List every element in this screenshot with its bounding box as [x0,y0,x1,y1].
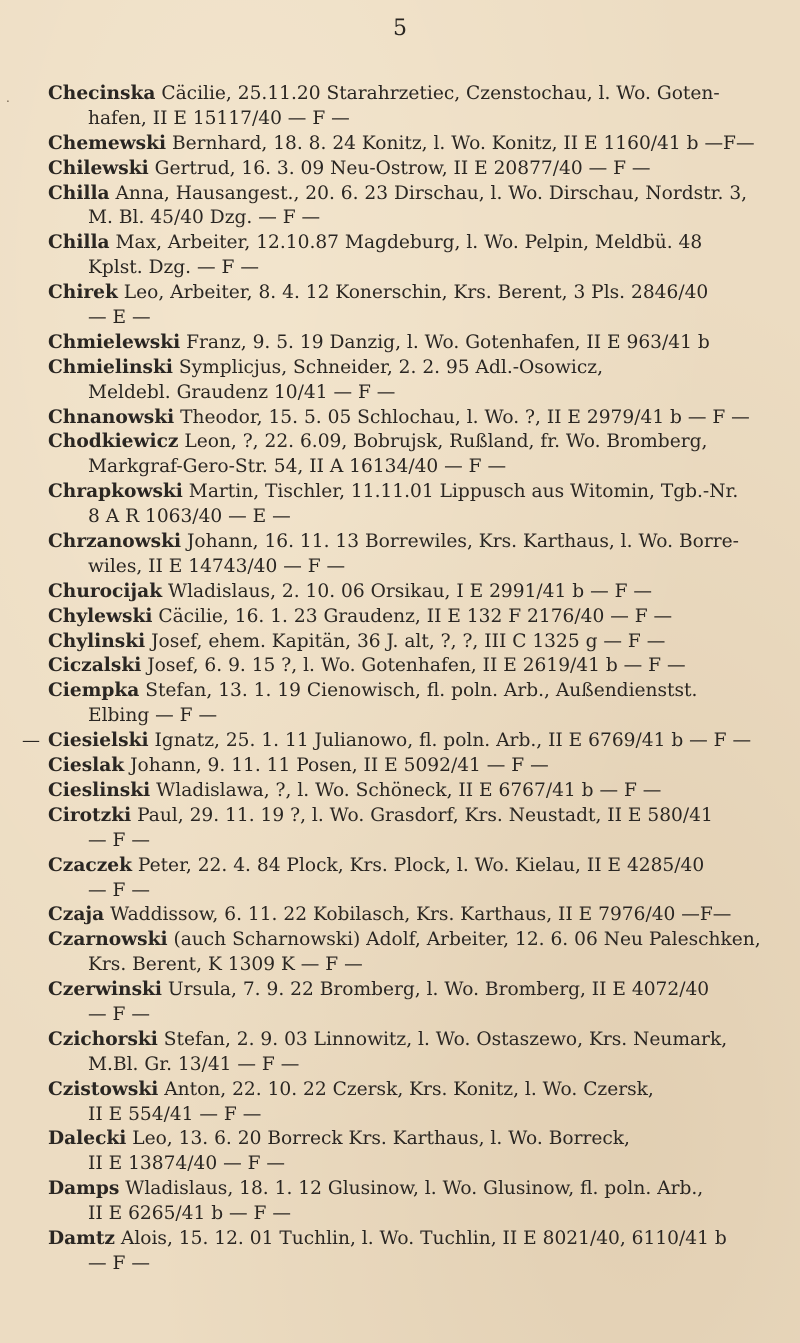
entry-text: Ignatz, 25. 1. 11 Julianowo, fl. poln. Arb., II E 6769/41 b — F — [148,730,752,752]
entry-first-line [48,779,788,804]
entry-text: wiles, II E 14743/40 — F — [88,555,346,577]
register-entry [48,978,788,1028]
entry-text: Theodor, 15. 5. 05 Schlochau, l. Wo. ?, II E 2979/41 b — F — [174,406,750,428]
entry-first-line [48,1177,788,1202]
entry-text: — F — [88,1252,150,1274]
entry-continuation-line [48,455,788,480]
register-entry [48,356,788,406]
surname: Damps [48,1178,120,1200]
entry-text: — F — [88,829,150,851]
register-entry [48,580,788,605]
register-entry [48,903,788,928]
register-entry [48,480,788,530]
surname: Cieslak [48,755,125,777]
entry-text: (auch Scharnowski) Adolf, Arbeiter, 12. 6. 06 Neu Paleschken, [167,929,761,951]
register-entry [48,231,788,281]
surname: Chirek [48,282,118,304]
entry-first-line [48,182,788,207]
entry-continuation-line [48,879,788,904]
entry-text: Cäcilie, 25.11.20 Starahrzetiec, Czenstochau, l. Wo. Goten- [155,83,720,104]
entry-text: II E 6265/41 b — F — [88,1203,291,1225]
entry-first-line [48,630,788,655]
entry-text: Krs. Berent, K 1309 K — F — [88,954,363,976]
entry-first-line [48,157,788,182]
entry-text: M. Bl. 45/40 Dzg. — F — [88,207,321,229]
entry-text: Ursula, 7. 9. 22 Bromberg, l. Wo. Bromberg, II E 4072/40 [162,979,710,1001]
register-entry [48,679,788,729]
surname: Cieslinski [48,779,151,801]
entry-continuation-line [48,704,788,729]
register-entry [48,430,788,480]
entry-text: Josef, 6. 9. 15 ?, l. Wo. Gotenhafen, II E 2619/41 b — F — [141,655,686,677]
entry-text: Stefan, 13. 1. 19 Cienowisch, fl. poln. Arb., Außendienstst. [139,680,698,702]
register-entry [48,1127,788,1177]
entry-continuation-line [48,953,788,978]
entry-text: Johann, 9. 11. 11 Posen, II E 5092/41 — F — [124,755,549,777]
register-entry [48,779,788,804]
entry-text: Paul, 29. 11. 19 ?, l. Wo. Grasdorf, Krs. Neustadt, II E 580/41 [131,804,713,826]
entry-text: Gertrud, 16. 3. 09 Neu-Ostrow, II E 20877/40 — F — [148,157,651,179]
register-entry [48,1028,788,1078]
entry-text: Leo, Arbeiter, 8. 4. 12 Konerschin, Krs. Berent, 3 Pls. 2846/40 [117,282,709,304]
surname: Czichorski [48,1028,158,1050]
entry-text: Franz, 9. 5. 19 Danzig, l. Wo. Gotenhafen, II E 963/41 b [180,331,710,353]
entry-text: Anton, 22. 10. 22 Czersk, Krs. Konitz, l. Wo. Czersk, [158,1078,654,1100]
entry-first-line [48,281,788,306]
register-entry [48,630,788,655]
entry-first-line [48,978,788,1003]
entry-continuation-line [48,555,788,580]
entry-text: Symplicjus, Schneider, 2. 2. 95 Adl.-Osowicz, [172,356,603,378]
entry-text: Cäcilie, 16. 1. 23 Graudenz, II E 132 F 2176/40 — F — [152,605,673,627]
surname: Chilla [48,182,110,204]
entry-continuation-line [48,381,788,406]
entry-first-line [48,605,788,630]
entry-text: — F — [88,1003,150,1025]
entry-text: Peter, 22. 4. 84 Plock, Krs. Plock, l. Wo. Kielau, II E 4285/40 [132,854,705,876]
entry-text: M.Bl. Gr. 13/41 — F — [88,1053,300,1075]
entry-text: Stefan, 2. 9. 03 Linnowitz, l. Wo. Ostaszewo, Krs. Neumark, [157,1028,728,1050]
surname: Ciczalski [48,655,142,677]
entry-continuation-line [48,1152,788,1177]
surname: Chilla [48,232,110,254]
entry-continuation-line [48,1252,788,1277]
margin-mark: . [6,91,10,105]
surname: Chemewski [48,132,167,154]
entry-first-line [48,1127,788,1152]
entry-text: Anna, Hausangest., 20. 6. 23 Dirschau, l. Wo. Dirschau, Nordstr. 3, [109,182,748,204]
entry-text: Wladislaus, 18. 1. 12 Glusinow, l. Wo. Glusinow, fl. poln. Arb., [119,1178,704,1200]
surname: Czaczek [48,854,132,876]
entry-continuation-line [48,1053,788,1078]
entry-first-line [48,1028,788,1053]
page-number: 5 [393,16,407,41]
register-entry [48,928,788,978]
entry-text: Elbing — F — [88,705,218,727]
surname: Chnanowski [48,406,175,428]
entry-text: Meldebl. Graudenz 10/41 — F — [88,381,396,403]
entry-text: Alois, 15. 12. 01 Tuchlin, l. Wo. Tuchlin, II E 8021/40, 6110/41 b [115,1227,727,1249]
entry-first-line [48,132,788,157]
register-entry [48,605,788,630]
entry-first-line [48,530,788,555]
entry-first-line [48,729,788,754]
entry-text: Martin, Tischler, 11.11.01 Lippusch aus Witomin, Tgb.-Nr. [182,481,739,503]
register-entry [48,157,788,182]
entry-continuation-line [48,256,788,281]
entry-text: Leon, ?, 22. 6.09, Bobrujsk, Rußland, fr. Wo. Bromberg, [178,431,708,453]
surname: Czaja [48,904,105,926]
surname: Chilewski [48,157,149,179]
entry-text: Josef, ehem. Kapitän, 36 J. alt, ?, ?, III C 1325 g — F — [145,630,666,652]
entry-text: hafen, II E 15117/40 — F — [88,107,350,129]
entry-first-line [48,480,788,505]
entry-continuation-line [48,1003,788,1028]
entry-continuation-line [48,1103,788,1128]
entry-continuation-line [48,1202,788,1227]
entry-continuation-line [48,206,788,231]
entry-first-line [48,804,788,829]
margin-mark: — [22,730,40,752]
surname: Ciempka [48,680,140,702]
entry-text: Markgraf-Gero-Str. 54, II A 16134/40 — F — [88,456,507,478]
entry-text: Johann, 16. 11. 13 Borrewiles, Krs. Karthaus, l. Wo. Borre- [181,531,739,553]
entry-text: — F — [88,879,150,901]
entry-first-line [48,1078,788,1103]
surname: Chylinski [48,630,146,652]
entry-text: — E — [88,307,151,329]
entry-text: Kplst. Dzg. — F — [88,257,259,279]
surname: Cirotzki [48,804,132,826]
entry-continuation-line [48,505,788,530]
register-entries [6,82,788,1277]
entry-text: Max, Arbeiter, 12.10.87 Magdeburg, l. Wo. Pelpin, Meldbü. 48 [109,232,703,254]
entry-text: Wladislawa, ?, l. Wo. Schöneck, II E 6767/41 b — F — [150,779,662,801]
entry-first-line [48,654,788,679]
register-entry [48,854,788,904]
register-entry [48,132,788,157]
entry-first-line [48,331,788,356]
entry-text: II E 554/41 — F — [88,1103,262,1125]
register-entry [48,182,788,232]
entry-continuation-line [48,306,788,331]
surname: Checinska [48,83,156,104]
surname: Damtz [48,1227,115,1249]
entry-text: II E 13874/40 — F — [88,1153,285,1175]
surname: Czistowski [48,1078,159,1100]
entry-continuation-line [48,829,788,854]
surname: Ciesielski [48,730,149,752]
register-entry [48,1227,788,1277]
entry-first-line [48,1227,788,1252]
entry-first-line [48,430,788,455]
register-entry [48,406,788,431]
register-entry [48,654,788,679]
entry-first-line [48,82,788,107]
surname: Czerwinski [48,979,162,1001]
register-entry [22,729,788,754]
entry-first-line [48,754,788,779]
register-entry [48,1177,788,1227]
entry-first-line [48,356,788,381]
register-entry [6,82,788,132]
entry-first-line [48,231,788,256]
entry-text: 8 A R 1063/40 — E — [88,506,291,528]
entry-first-line [48,580,788,605]
entry-first-line [48,903,788,928]
register-entry [48,530,788,580]
register-entry [48,331,788,356]
surname: Dalecki [48,1128,127,1150]
register-entry [48,1078,788,1128]
entry-text: Waddissow, 6. 11. 22 Kobilasch, Krs. Karthaus, II E 7976/40 —F— [104,904,732,926]
entry-text: Wladislaus, 2. 10. 06 Orsikau, I E 2991/41 b — F — [162,580,652,602]
surname: Chrapkowski [48,481,183,503]
register-entry [48,281,788,331]
register-entry [48,754,788,779]
entry-first-line [48,679,788,704]
entry-continuation-line [48,107,788,132]
surname: Chmielewski [48,331,181,353]
surname: Churocijak [48,580,163,602]
entry-text: Leo, 13. 6. 20 Borreck Krs. Karthaus, l. Wo. Borreck, [126,1128,630,1150]
entry-first-line [48,406,788,431]
entry-first-line [48,854,788,879]
surname: Chylewski [48,605,153,627]
surname: Czarnowski [48,929,168,951]
surname: Chmielinski [48,356,173,378]
register-entry [48,804,788,854]
entry-first-line [48,928,788,953]
surname: Chodkiewicz [48,431,179,453]
surname: Chrzanowski [48,531,182,553]
entry-text: Bernhard, 18. 8. 24 Konitz, l. Wo. Konitz, II E 1160/41 b —F— [166,132,755,154]
